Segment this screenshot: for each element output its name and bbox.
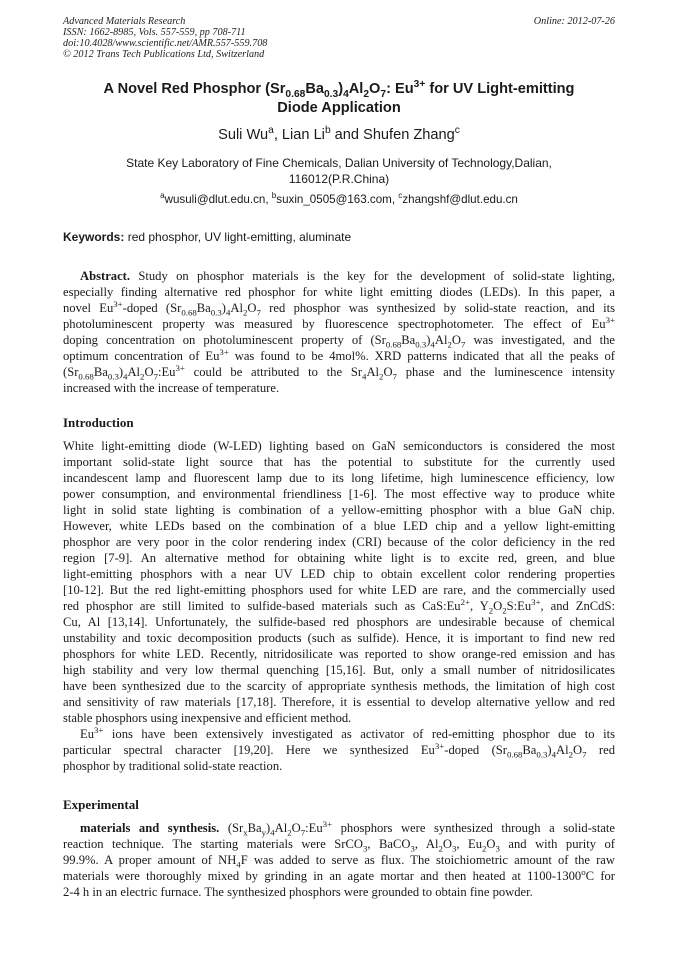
text-line: and sensitivity of raw materials [17,18]. Therefore, it is essential to develop alternative yellow and red [63,695,615,709]
text-line: important solid-state light source that has the potential to substitute for the currently used [63,455,615,469]
title-line-2: Diode Application [277,100,401,116]
text-line: especially finding alternative red phosphor for white light emitting diodes (LEDs). In this paper, a [63,285,615,299]
affiliation-line-1: State Key Laboratory of Fine Chemicals, Dalian University of Technology,Dalian, [126,156,552,170]
text-line: novel $Eu^{3+}$-doped $(Sr_{0.68}Ba_{0.3})_4Al_2O_7$ red phosphor was synthesized by solid-state reaction, and its [63,298,615,318]
text-line: Cu, Al [13,14]. Unfortunately, the sulfide-based red phosphors are undesirable because of chemical [63,615,615,629]
copyright-line: © 2012 Trans Tech Publications Ltd, Switzerland [63,49,265,60]
experimental-paragraph [63,820,615,900]
text-line: stable phosphors using inexpensive and efficient method. [63,711,352,725]
running-header-left [63,16,267,60]
text-line: $(Sr_{0.68}Ba_{0.3})_4Al_2O_7:Eu^{3+}$ could be attributed to the $Sr_4Al_2O_7$ phase and the luminescence intensity [63,362,615,382]
text-line: phosphor by traditional solid-state reaction. [63,759,283,773]
keywords-text: red phosphor, UV light-emitting, aluminate [127,230,352,244]
text-line: phosphor are very poor in the color rendering index (CRI) because of the color deficiency in the red [63,535,615,549]
text-line: photoluminescent property was measured by fluorescence spectrophotometer. The effect of $Eu^{3+}$ [63,314,615,331]
keywords-label: Keywords: [63,230,125,244]
text-line: Abstract. Study on phosphor materials is the key for the development of solid-state lighting, [80,269,615,283]
affiliation-line-2: 116012(P.R.China) [288,172,390,186]
text-line: have been synthesized due to the scarcity of appropriate synthesis methods, the limitation of high cost [63,679,615,693]
paper-title [70,80,608,118]
doi-line: doi:10.4028/www.scientific.net/AMR.557-559.708 [63,38,268,49]
keywords [63,230,351,244]
text-line: White light-emitting diode (W-LED) lighting based on GaN semiconductors is considered the most [63,439,615,453]
introduction-heading: Introduction [63,415,134,430]
issn-line: ISSN: 1662-8985, Vols. 557-559, pp 708-711 [63,27,246,38]
journal-name: Advanced Materials Research [63,16,186,27]
text-line: increased with the increase of temperature. [63,381,280,395]
text-line: particular spectral character [19,20]. Here we synthesized $Eu^{3+}$-doped $(Sr_{0.68}Ba_{0.3})_4Al_2O_7$ red [63,740,615,760]
author-emails: $^a$wusuli@dlut.edu.cn, $^b$suxin_0505@163.com, $^c$zhangshf@dlut.edu.cn [160,191,518,206]
author-list: Suli Wu$^a$, Lian Li$^b$ and Shufen Zhang$^c$ [218,125,460,143]
text-line: region [7-9]. An alternative method for obtaining white light is to excite red, green, and blue [63,551,615,565]
text-line: high stability and very low thermal quenching [15,16]. But, only a small number of nitridosilicates [63,663,615,677]
text-line: 99.9%. A proper amount of $NH_4F$ was added to serve as flux. The stoichiometric amount of the raw [63,853,615,870]
text-line: doping concentration on photoluminescent property of $(Sr_{0.68}Ba_{0.3})_4Al_2O_7$ was investigated, and the [63,333,615,350]
online-date: Online: 2012-07-26 [533,16,615,27]
text-line: optimum concentration of $Eu^{3+}$ was found to be 4mol%. XRD patterns indicated that all the peaks of [63,346,615,363]
text-line: incandescent lamp and fluorescent lamp due to its long lifetime, high luminescence efficiency, low [63,471,615,485]
text-line: 2-4 h in an electric furnace. The synthesized phosphors were grounded to obtain fine powder. [63,885,533,899]
text-line: phosphors for white LED. Recently, nitridosilicate was reported to show orange-red emission and has [63,647,615,661]
text-line: [10-12]. But the red light-emitting phosphors used for white LED are rare, and the commercially used [63,583,615,597]
text-line: red phosphor are still limited to sulfide-based materials such as $CaS:Eu^{2+}$, $Y_2O_2S:Eu^{3+}$, and ZnCdS: [63,596,615,616]
affiliation [70,155,608,187]
text-line: reaction technique. The starting materials were SrCO$_3$, BaCO$_3$, $Al_2O_3$, $Eu_2O_3$ and with purity of [63,837,615,854]
text-line: light-emitting phosphors with a near UV LED chip to obtain excellent color rendering properties [63,567,615,581]
text-line: $Eu^{3+}$ ions have been extensively investigated as activator of red-emitting phosphor due to its [80,724,615,741]
experimental-heading: Experimental [63,797,139,812]
introduction-paragraph [63,438,615,774]
text-line: light in solid state lighting is combination of a yellow-emitting phosphor with a blue GaN chip. [63,503,615,517]
abstract-paragraph [63,268,615,396]
text-line: materials were thoroughly mixed by grinding in an agate mortar and then heated at 1100-1300$^o$C for [63,866,615,883]
text-line: materials and synthesis. $(Sr_xBa_y)_4Al_2O_7:Eu^{3+}$ phosphors were synthesized through a solid-state [80,818,615,838]
text-line: unstability and toxic decomposition products (such as sulfide). Hence, it is important to find new red [63,631,615,645]
text-line: However, white LEDs based on the combination of a blue LED chip and a yellow light-emitting [63,519,615,533]
title-line-1: A Novel Red Phosphor $(Sr_{0.68}Ba_{0.3})_4Al_2O_7$: $Eu^{3+}$ for UV Light-emitting [103,79,575,100]
text-line: power consumption, and environmental friendliness [1-6]. The most effective way to produce white [63,487,615,501]
